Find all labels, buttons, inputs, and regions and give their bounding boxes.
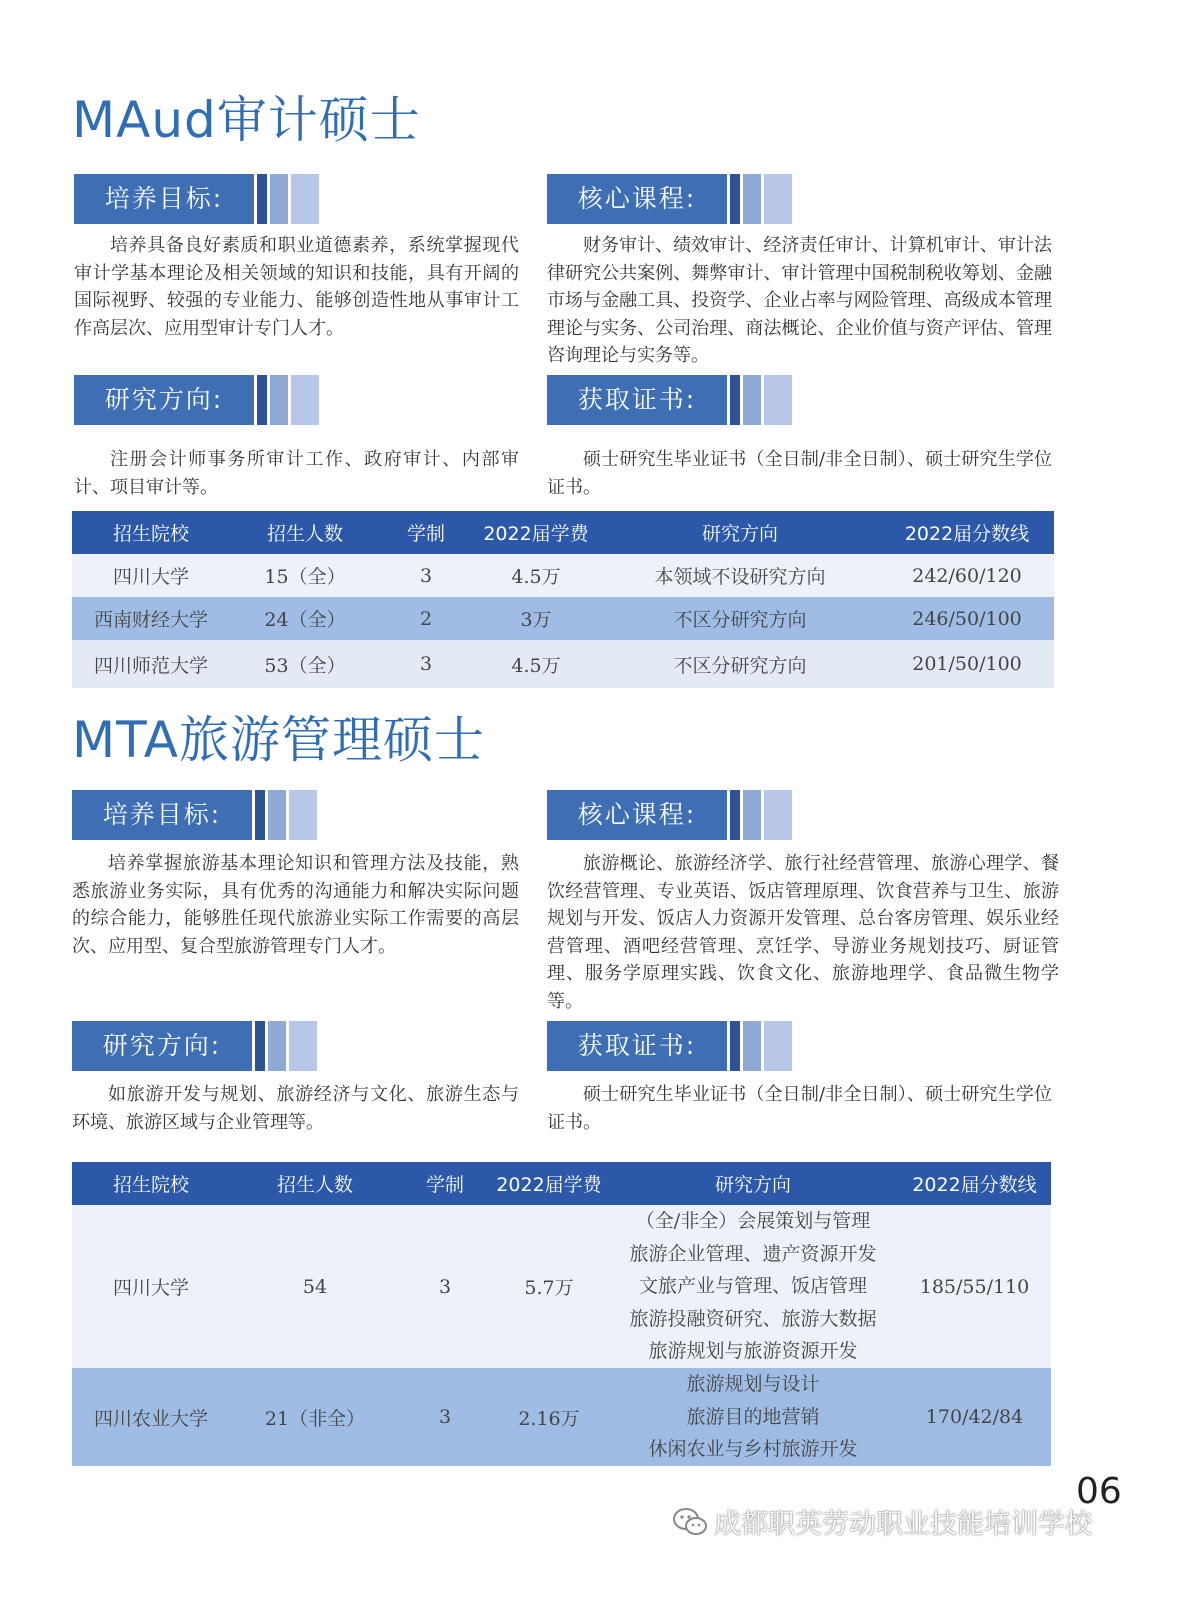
direction-item: 旅游企业管理、遗产资源开发 bbox=[629, 1242, 877, 1265]
table-cell: 15（全） bbox=[230, 554, 380, 597]
label-text: 研究方向: bbox=[72, 1021, 252, 1071]
table-cell: 170/42/84 bbox=[898, 1368, 1051, 1466]
label-stripe bbox=[268, 1021, 286, 1071]
table-header: 招生院校 bbox=[72, 1162, 230, 1205]
table-header: 2022届分数线 bbox=[898, 1162, 1051, 1205]
table-cell: 四川大学 bbox=[72, 554, 230, 597]
table-cell: 西南财经大学 bbox=[72, 597, 230, 640]
direction-item: 旅游目的地营销 bbox=[686, 1405, 820, 1428]
table-header: 招生人数 bbox=[230, 1162, 400, 1205]
mta-cert-text: 硕士研究生毕业证书（全日制/非全日制）、硕士研究生学位证书。 bbox=[547, 1084, 1052, 1133]
table-cell: 本领域不设研究方向 bbox=[600, 554, 880, 597]
table-cell: 242/60/120 bbox=[880, 554, 1054, 597]
label-stripe bbox=[255, 790, 265, 840]
table-cell: 四川农业大学 bbox=[72, 1368, 230, 1466]
table-row bbox=[72, 597, 1054, 640]
label-stripe bbox=[257, 375, 267, 425]
label-text: 培养目标: bbox=[72, 790, 252, 840]
label-text: 获取证书: bbox=[547, 375, 727, 425]
maud-admissions-table bbox=[72, 511, 1054, 688]
label-text: 培养目标: bbox=[74, 174, 254, 224]
maud-course-label bbox=[547, 174, 792, 224]
table-header: 招生院校 bbox=[72, 511, 230, 554]
table-cell: 246/50/100 bbox=[880, 597, 1054, 640]
label-stripe bbox=[289, 790, 317, 840]
table-header: 学制 bbox=[400, 1162, 490, 1205]
table-header-row bbox=[72, 1162, 1051, 1205]
table-header: 2022届分数线 bbox=[880, 511, 1054, 554]
label-stripe bbox=[743, 174, 761, 224]
maud-course-text: 财务审计、绩效审计、经济责任审计、计算机审计、审计法律研究公共案例、舞弊审计、审计管理中国税制税收筹划、金融市场与金融工具、投资学、企业占率与网险管理、高级成本管理理论与实务、公司治理、商法概论、企业价值与资产评估、管理咨询理论与实务等。 bbox=[547, 235, 1052, 366]
table-cell: 3万 bbox=[472, 597, 600, 640]
direction-item: 旅游规划与旅游资源开发 bbox=[648, 1340, 858, 1363]
label-stripe bbox=[730, 174, 740, 224]
table-header: 学制 bbox=[380, 511, 472, 554]
table-cell: 3 bbox=[400, 1368, 490, 1466]
table-header: 2022届学费 bbox=[472, 511, 600, 554]
maud-goal-text: 培养具备良好素质和职业道德素养，系统掌握现代审计学基本理论及相关领域的知识和技能，具有开阔的国际视野、较强的专业能力、能够创造性地从事审计工作高层次、应用型审计专门人才。 bbox=[74, 235, 519, 339]
table-cell: 四川师范大学 bbox=[72, 640, 230, 688]
table-cell: 四川大学 bbox=[72, 1205, 230, 1368]
label-stripe bbox=[743, 1021, 761, 1071]
maud-goal-label bbox=[74, 174, 319, 224]
table-header: 招生人数 bbox=[230, 511, 380, 554]
table-cell: 201/50/100 bbox=[880, 640, 1054, 688]
table-row bbox=[72, 1205, 1051, 1368]
mta-course-text: 旅游概论、旅游经济学、旅行社经营管理、旅游心理学、餐饮经营管理、专业英语、饭店管理原理、饮食营养与卫生、旅游规划与开发、饭店人力资源开发管理、总台客房管理、娱乐业经营管理、酒吧经营管理、烹饪学、导游业务规划技巧、厨证管理、服务学原理实践、饮食文化、旅游地理学、食品微生物学等。 bbox=[547, 853, 1059, 1012]
label-stripe bbox=[743, 375, 761, 425]
wechat-icon bbox=[672, 1507, 708, 1544]
direction-item: 文旅产业与管理、饭店管理 bbox=[638, 1275, 867, 1298]
table-header: 2022届学费 bbox=[490, 1162, 608, 1205]
label-stripe bbox=[270, 174, 288, 224]
label-stripe bbox=[268, 790, 286, 840]
watermark bbox=[672, 1502, 1092, 1544]
table-cell: 24（全） bbox=[230, 597, 380, 640]
table-row bbox=[72, 640, 1054, 688]
table-cell: 5.7万 bbox=[490, 1205, 608, 1368]
direction-item: （全/非全）会展策划与管理 bbox=[635, 1210, 871, 1233]
label-stripe bbox=[291, 174, 319, 224]
page-number: 06 bbox=[1076, 1471, 1122, 1512]
table-cell: 3 bbox=[380, 640, 472, 688]
table-cell: 不区分研究方向 bbox=[600, 597, 880, 640]
table-cell: 54 bbox=[230, 1205, 400, 1368]
mta-cert-label bbox=[547, 1021, 792, 1071]
maud-cert-label bbox=[547, 375, 792, 425]
label-stripe bbox=[764, 174, 792, 224]
table-cell: 4.5万 bbox=[472, 640, 600, 688]
label-stripe bbox=[270, 375, 288, 425]
direction-item: 旅游投融资研究、旅游大数据 bbox=[629, 1307, 877, 1330]
mta-research-label bbox=[72, 1021, 317, 1071]
table-cell: 53（全） bbox=[230, 640, 380, 688]
maud-title: MAud审计硕士 bbox=[72, 91, 421, 149]
table-cell: 不区分研究方向 bbox=[600, 640, 880, 688]
label-stripe bbox=[291, 375, 319, 425]
table-cell: 3 bbox=[380, 554, 472, 597]
watermark-text: 成都职英劳动职业技能培训学校 bbox=[714, 1509, 1092, 1540]
label-text: 获取证书: bbox=[547, 1021, 727, 1071]
table-cell: 185/55/110 bbox=[898, 1205, 1051, 1368]
label-stripe bbox=[730, 790, 740, 840]
label-stripe bbox=[764, 790, 792, 840]
label-text: 核心课程: bbox=[547, 790, 727, 840]
table-row bbox=[72, 1368, 1051, 1466]
table-cell: 4.5万 bbox=[472, 554, 600, 597]
mta-research-text: 如旅游开发与规划、旅游经济与文化、旅游生态与环境、旅游区域与企业管理等。 bbox=[72, 1084, 519, 1133]
table-cell: 3 bbox=[400, 1205, 490, 1368]
label-stripe bbox=[289, 1021, 317, 1071]
mta-goal-label bbox=[72, 790, 317, 840]
maud-research-label bbox=[74, 375, 319, 425]
table-cell: 21（非全） bbox=[230, 1368, 400, 1466]
direction-list bbox=[608, 1205, 898, 1368]
direction-item: 休闲农业与乡村旅游开发 bbox=[648, 1438, 858, 1461]
table-cell: 2.16万 bbox=[490, 1368, 608, 1466]
mta-admissions-table bbox=[72, 1162, 1051, 1466]
label-stripe bbox=[730, 375, 740, 425]
table-cell: 2 bbox=[380, 597, 472, 640]
label-stripe bbox=[764, 1021, 792, 1071]
label-stripe bbox=[257, 174, 267, 224]
table-header-row bbox=[72, 511, 1054, 554]
mta-goal-text: 培养掌握旅游基本理论知识和管理方法及技能，熟悉旅游业务实际，具有优秀的沟通能力和解决实际问题的综合能力，能够胜任现代旅游业实际工作需要的高层次、应用型、复合型旅游管理专门人才。 bbox=[72, 853, 519, 957]
mta-title: MTA旅游管理硕士 bbox=[72, 711, 486, 769]
label-text: 研究方向: bbox=[74, 375, 254, 425]
label-stripe bbox=[255, 1021, 265, 1071]
direction-item: 旅游规划与设计 bbox=[686, 1373, 820, 1396]
maud-cert-text: 硕士研究生毕业证书（全日制/非全日制）、硕士研究生学位证书。 bbox=[547, 449, 1052, 498]
direction-list bbox=[608, 1368, 898, 1466]
maud-research-text: 注册会计师事务所审计工作、政府审计、内部审计、项目审计等。 bbox=[74, 449, 519, 498]
table-row bbox=[72, 554, 1054, 597]
table-header: 研究方向 bbox=[608, 1162, 898, 1205]
table-header: 研究方向 bbox=[600, 511, 880, 554]
label-stripe bbox=[730, 1021, 740, 1071]
mta-course-label bbox=[547, 790, 792, 840]
label-stripe bbox=[743, 790, 761, 840]
label-stripe bbox=[764, 375, 792, 425]
label-text: 核心课程: bbox=[547, 174, 727, 224]
